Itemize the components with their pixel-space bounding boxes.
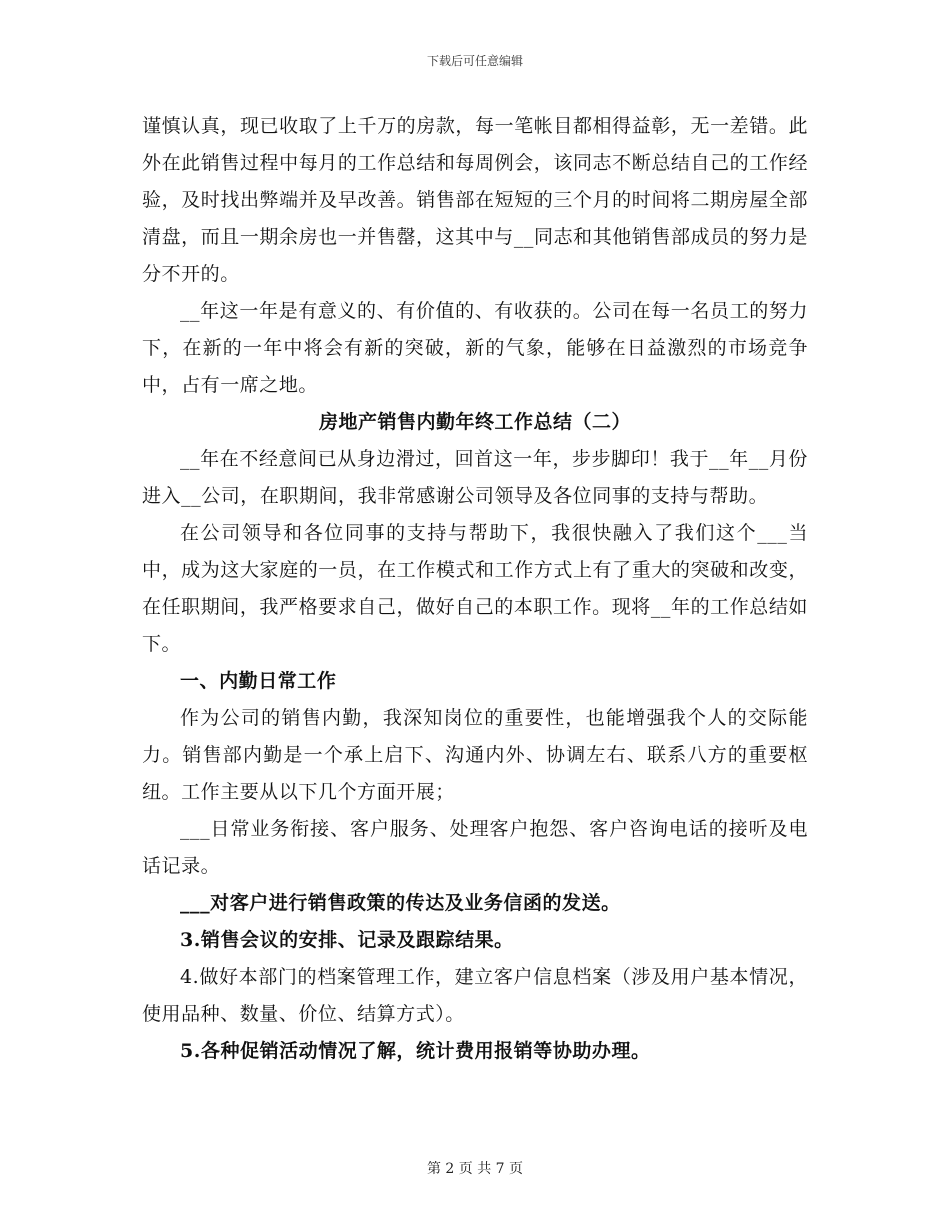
paragraph-7: ___对客户进行销售政策的传达及业务信函的发送。 xyxy=(180,892,621,914)
page-footer: 第 2 页 共 7 页 xyxy=(426,1161,524,1177)
page-header: 下载后可任意编辑 xyxy=(426,54,523,68)
paragraph-2: __年这一年是有意义的、有价值的、有收获的。公司在每一名员工的努力下，在新的一年中将会有新的突破，新的气象，能够在日益激烈的市场竞争中，占有一席之地。 xyxy=(142,300,808,396)
section-title: 房地产销售内勤年终工作总结（二） xyxy=(318,411,631,433)
paragraph-10: 5.各种促销活动情况了解，统计费用报销等协助办理。 xyxy=(180,1040,651,1062)
paragraph-1: 谨慎认真，现已收取了上千万的房款，每一笔帐目都相得益彰，无一差错。此外在此销售过程中每月的工作总结和每周例会，该同志不断总结自己的工作经验，及时找出弊端并及早改善。销售部在短短的三个月的时间将二期房屋全部清盘，而且一期余房也一并售罄，这其中与__同志和其他销售部成员的努力是分不开的。 xyxy=(142,115,808,285)
paragraph-5: 作为公司的销售内勤，我深知岗位的重要性，也能增强我个人的交际能力。销售部内勤是一个承上启下、沟通内外、协调左右、联系八方的重要枢纽。工作主要从以下几个方面开展； xyxy=(142,707,808,803)
paragraph-8: 3.销售会议的安排、记录及跟踪结果。 xyxy=(180,929,514,951)
section-heading-1: 一、内勤日常工作 xyxy=(180,670,337,692)
paragraph-6: ___日常业务衔接、客户服务、处理客户抱怨、客户咨询电话的接听及电话记录。 xyxy=(142,818,808,877)
paragraph-3: __年在不经意间已从身边滑过，回首这一年，步步脚印！我于__年__月份进入__公司，在职期间，我非常感谢公司领导及各位同事的支持与帮助。 xyxy=(142,448,808,507)
paragraph-9: 4.做好本部门的档案管理工作，建立客户信息档案（涉及用户基本情况，使用品种、数量、价位、结算方式）。 xyxy=(142,966,808,1025)
document-body xyxy=(142,108,808,1070)
paragraph-4: 在公司领导和各位同事的支持与帮助下，我很快融入了我们这个___当中，成为这大家庭的一员，在工作模式和工作方式上有了重大的突破和改变，在任职期间，我严格要求自己，做好自己的本职工作。现将__年的工作总结如下。 xyxy=(142,522,808,655)
